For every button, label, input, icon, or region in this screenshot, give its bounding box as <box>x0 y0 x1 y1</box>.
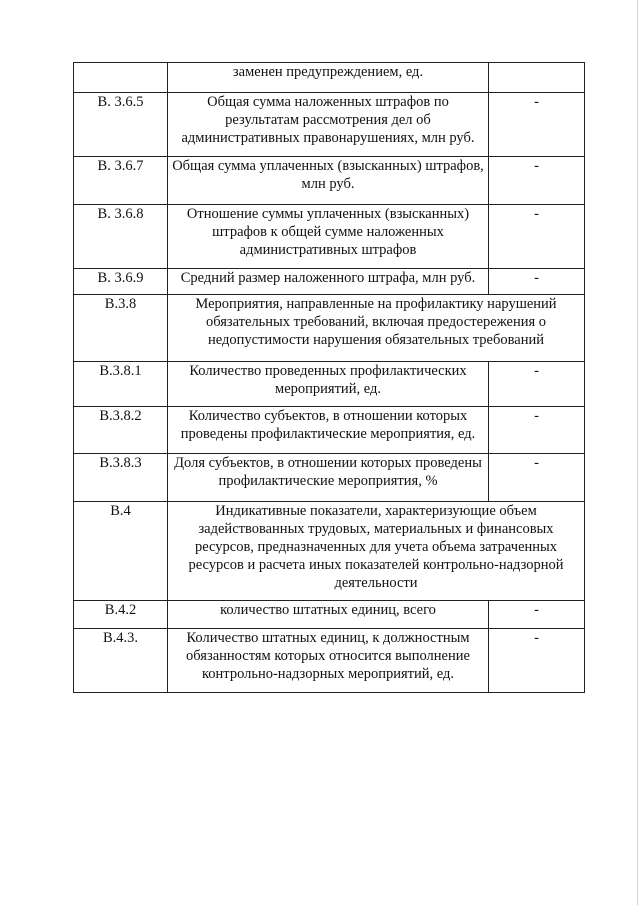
row-code: В. 3.6.7 <box>74 157 168 205</box>
table-row <box>74 454 585 502</box>
table-row-section <box>74 502 585 601</box>
section-name: Индикативные показатели, характеризующие объем задействованных трудовых, материальных и финансовых ресурсов, предназначенных для учета объема затраченных ресурсов и расчета иных показателей контрольно-надзорной деятельности <box>168 502 585 601</box>
row-name: Средний размер наложенного штрафа, млн руб. <box>168 269 489 295</box>
row-value: - <box>489 362 585 407</box>
table-row-section <box>74 295 585 362</box>
row-value: - <box>489 629 585 693</box>
table-row <box>74 629 585 693</box>
row-value: - <box>489 601 585 629</box>
page-edge <box>637 0 638 905</box>
row-name: Количество штатных единиц, к должностным обязанностям которых относится выполнение контрольно-надзорных мероприятий, ед. <box>168 629 489 693</box>
row-value: - <box>489 269 585 295</box>
table-row <box>74 407 585 454</box>
row-value: - <box>489 407 585 454</box>
row-name: количество штатных единиц, всего <box>168 601 489 629</box>
table-row <box>74 205 585 269</box>
row-code <box>74 63 168 93</box>
table-row <box>74 362 585 407</box>
row-value: - <box>489 93 585 157</box>
row-name: Доля субъектов, в отношении которых проведены профилактические мероприятия, % <box>168 454 489 502</box>
row-code: В.3.8.3 <box>74 454 168 502</box>
table-row <box>74 269 585 295</box>
row-value: - <box>489 157 585 205</box>
row-code: В.3.8.1 <box>74 362 168 407</box>
row-code: В. 3.6.9 <box>74 269 168 295</box>
row-code: В.4.2 <box>74 601 168 629</box>
row-code: В.3.8.2 <box>74 407 168 454</box>
row-value: - <box>489 205 585 269</box>
indicators-table <box>73 62 585 693</box>
section-name: Мероприятия, направленные на профилактику нарушений обязательных требований, включая предостережения о недопустимости нарушения обязательных требований <box>168 295 585 362</box>
row-name: заменен предупреждением, ед. <box>168 63 489 93</box>
row-name: Общая сумма наложенных штрафов по результатам рассмотрения дел об административных правонарушениях, млн руб. <box>168 93 489 157</box>
section-code: В.4 <box>74 502 168 601</box>
section-code: В.3.8 <box>74 295 168 362</box>
row-name: Отношение суммы уплаченных (взысканных) штрафов к общей сумме наложенных административных штрафов <box>168 205 489 269</box>
row-name: Количество субъектов, в отношении которых проведены профилактические мероприятия, ед. <box>168 407 489 454</box>
table-row <box>74 63 585 93</box>
row-value <box>489 63 585 93</box>
table-row <box>74 601 585 629</box>
row-name: Количество проведенных профилактических мероприятий, ед. <box>168 362 489 407</box>
table-row <box>74 157 585 205</box>
row-value: - <box>489 454 585 502</box>
row-code: В. 3.6.8 <box>74 205 168 269</box>
table-row <box>74 93 585 157</box>
row-code: В.4.3. <box>74 629 168 693</box>
row-code: В. 3.6.5 <box>74 93 168 157</box>
row-name: Общая сумма уплаченных (взысканных) штрафов, млн руб. <box>168 157 489 205</box>
